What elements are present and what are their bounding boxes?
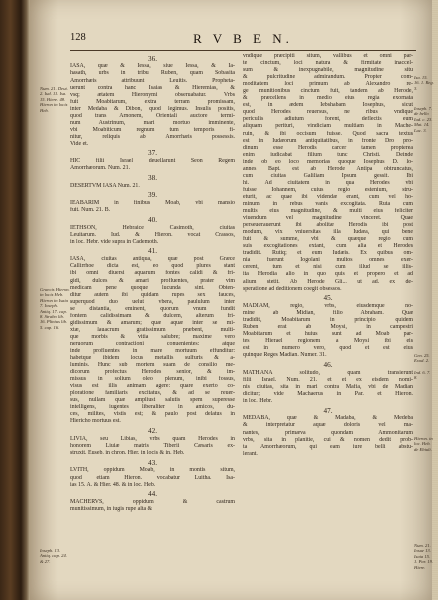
entry-number: 43.	[148, 458, 157, 467]
text-line: cum ciuitas Galiliam Ipsum gessit. Ibi	[243, 172, 413, 179]
text-line: periculis adiutum forent, deflectis eum	[243, 116, 413, 123]
text-line: munitissimum, in iugis rupe alta &	[70, 506, 153, 513]
text-line: filii Israel. Num. 21. et et ex eisdem nomi-	[243, 376, 413, 383]
text-line: perseuerauerunt ibi abolitæ Herodis ibi post	[243, 222, 413, 229]
text-line: mine ab Midian, filio Abraham. Quæ	[243, 310, 413, 317]
text-line: se distantia, eminent, quorum vnum fundit	[70, 305, 235, 312]
text-line: MEDABA, quæ & Madaba, & Medeba	[243, 415, 413, 422]
entry-number: 41.	[148, 247, 157, 256]
text-line: fontem calidissimam & dulcem, alterum fri-	[70, 312, 235, 319]
text-line: fuit & summe, vbi & quæque regio cum	[243, 236, 413, 243]
text-line: visus est illis animam agere: quare exerto co-	[70, 383, 235, 390]
entry-text	[70, 499, 235, 513]
text-line: Moabitarum et huius sunt ad Moab par-	[243, 331, 413, 338]
text-line: Callirrhoe dicta est, eo quod plures stant	[70, 263, 235, 270]
text-line: dinum esse Herodis carcer tamen propterea	[243, 144, 413, 151]
text-line: ita Herodia alio in quo quis et propero et ad	[243, 271, 413, 278]
entry-number: 38.	[148, 173, 157, 182]
text-line: hasath, urbs in tribu Ruben, quam Sobasita	[70, 70, 235, 77]
margin-note: Ioseph. 7. de bello Iud. c. 23. Mat. 14. Luc. 3.	[414, 106, 433, 133]
text-line: est in Iudæorum antiquitatibus, in fronte Dro pro-	[243, 137, 413, 144]
text-line: gidi, dulces & amari profluentes, prater vim	[70, 277, 235, 284]
text-line: est in numero vero, quod et est eius	[243, 345, 413, 352]
text-line: quod etiam Hieron. vocabatur Luitha. Isa-	[70, 474, 235, 481]
text-line: quod trans Arnonem, Orientali auctore termi-	[70, 112, 235, 119]
text-line: habetque ibidem locus metallis sulfuris & a-	[70, 355, 235, 362]
text-line: medicam pene quoque lucunda sint. Obten-	[70, 284, 235, 291]
text-line: viuendum vel magnitudine vinceret. Quae	[243, 215, 413, 222]
text-line: Leuitarum. Iud. & Hieron. vocat Crassos,	[70, 231, 235, 238]
text-line: Amorrhæis attribuunt Leuitis. Propheta-	[70, 77, 235, 84]
left-text-column	[70, 53, 235, 513]
text-line: IASA, ciuitas antiqua, quæ post Græce	[70, 256, 235, 263]
running-head: R V B E N.	[193, 31, 293, 46]
header-rule	[70, 50, 416, 51]
margin-note: Gen. 25. Exod. 2.	[414, 353, 430, 364]
entry-text	[70, 158, 235, 172]
entry-number: 39.	[148, 191, 157, 200]
text-line: inde ob eo loco memorias quoque Iosephus D. lo-	[243, 158, 413, 165]
margin-note: Ioseph. 13. Antiq. cap. 24. & 27.	[40, 548, 67, 564]
text-line: nia fuerunt Iogolani multos omnes exer-	[243, 257, 413, 264]
text-line: uerunt contra hanc Isaias & Hieremias, &	[70, 84, 235, 91]
text-line: IETHSON, Hebraice Casimoth, ciuitas	[70, 224, 235, 231]
text-line: moditatem loci primum ab Alexandro re-	[243, 81, 413, 88]
text-line: quinque Reges Madian. Numer. 31.	[243, 352, 327, 359]
text-line: Hiericho mortuus est.	[70, 418, 121, 425]
margin-note: Hieron. in loc. Heb. de Ebiuli.	[414, 436, 433, 452]
text-line: Vide et.	[70, 140, 89, 147]
entry-text	[70, 63, 235, 148]
text-line: IASA, quæ & Iessa, siue Iessa, & Ia-	[70, 63, 235, 70]
text-line: nantes, primæva quondam Ammonitarum	[243, 429, 413, 436]
page-number: 128	[70, 32, 86, 43]
text-line: inter Medaba & Dibon, quod legimus. Insulis positis,	[70, 105, 235, 112]
text-line: vsq; ætatem Hieronymi obseruabatur. Vrbs	[70, 91, 235, 98]
text-line: annes Bapt. est ab Herode Antipa obtruncatus,	[243, 165, 413, 172]
text-line: MADIAM, regio, vrbs, eiusdemque no-	[243, 303, 413, 309]
text-line: in loc. Hebr.	[243, 397, 273, 404]
text-line: tes Hierael regionem a Moysi ibi eis	[243, 338, 413, 345]
text-line: missus in solium oleo plenum, inibi fossus,	[70, 376, 235, 383]
text-line: & præcellens in medio eius regia exornata	[243, 95, 413, 102]
text-line: intelligens, iugentes liberaliter in amicos, du-	[70, 404, 235, 411]
text-line: ruin, & ibi occisum fuisse. Quod sacra textus	[243, 130, 413, 137]
text-line: & pulcritudine admirandum. Propter com-	[243, 74, 413, 81]
text-line: sum & inexpugnabile, magnitudine situ	[243, 67, 413, 74]
text-line: hi. Ad ciuitatem in qua Herodes vbi	[243, 179, 413, 186]
entry-number: 40.	[148, 215, 157, 224]
text-line: superquod duo uelut vbera, paululum inter	[70, 298, 235, 305]
margin-note: Num. 21. Deut. 2. Iud. 11. Isa. 15. Hiere. 48. Hieron in locis Heb.	[40, 86, 68, 113]
text-line: speratione ad deditionem coegit obsessos.	[243, 285, 342, 292]
text-line: MACHERVS, oppidum & castrum	[70, 499, 235, 505]
entry-text	[70, 200, 235, 214]
text-line: que morbis & vitia salubre; maxime vero	[70, 333, 235, 340]
text-line: struxit. Euseb. in chron. Hier. in locis & in. Heb.	[70, 450, 185, 456]
text-line: gidissimum & amarum; quæ aquæ inter se mi-	[70, 319, 235, 326]
entry-number: 46.	[323, 360, 333, 369]
text-line: Ruben erat ab Moysi, in campestri	[243, 324, 413, 331]
text-line: vndique præcipiti situm, vallibus et omni par-	[243, 53, 413, 59]
entry-text	[70, 436, 235, 457]
margin-note: Ind. 6. 7. 8.	[414, 370, 431, 381]
entry-number: 36.	[148, 54, 157, 63]
text-line: alium stetit. Ab Herode Gli... ut ad. ex de-	[243, 278, 413, 285]
text-line: eturit, ac quae ibi videndæ erant, cum vel ho-	[243, 193, 413, 200]
text-line: nitur, reliquis ab Amorrhæis possessis.	[70, 133, 235, 140]
text-line: vbi Moabiticum regnum tum temporis fi-	[70, 126, 235, 133]
entry-text	[243, 370, 413, 405]
text-line: neruorum contractioni conuenientes: atque	[70, 340, 235, 347]
text-line: quod Herodes reuersus, ne ribus vndique	[243, 109, 413, 116]
text-line: ibi omni diuersi aquarum fontes calidi & fri-	[70, 270, 235, 277]
text-line: enim iudicabat filium tunc Christi. Deinde	[243, 151, 413, 158]
text-line: ta Amorrhæorum, qui eam iure belli abstu-	[243, 443, 413, 450]
text-line: tradidit. Rutiq; et eum Iudæis. Ex quibus om-	[243, 250, 413, 257]
text-line: IEABARIM in finibus Moab, vbi mansio	[70, 200, 235, 207]
text-line: inde profluentes in mare mortuum effunditur:	[70, 347, 235, 354]
text-line: fuit. Num. 21. B.	[70, 207, 111, 214]
entry-text	[70, 225, 235, 246]
page-header	[70, 32, 416, 48]
text-line: ge munitionibus cinctum fuit, tandem ab Herode,	[243, 88, 413, 95]
entry-text	[70, 256, 235, 425]
text-line: Amorrhæorum. Num. 21.	[70, 165, 131, 172]
text-line: tradidit, Moabitarum in principio quidem	[243, 317, 413, 324]
right-text-column	[243, 53, 413, 458]
text-line: te cinctum, loci natura & firmitate inaccel-	[243, 60, 413, 67]
text-line: honorem Liuiæ matris Tiberii Cæsaris ex-	[70, 442, 235, 449]
entry-text	[70, 183, 235, 190]
margin-note: Num. 21. Iosue 13. Isaia 15. 1. Par. 19. Hiere.	[414, 543, 434, 570]
text-line: LIVIA, seu Libias, vrbs quam Herodes in	[70, 435, 235, 442]
entry-text	[243, 303, 413, 359]
text-line: MATHANA solitudo, quam transierunt	[243, 369, 413, 376]
entry-text	[70, 467, 235, 488]
text-line: in loc. Hebr. vide supra in Cademoth.	[70, 238, 159, 245]
text-line: dicitur; vide Machaerus in Par. et Hieron.	[243, 390, 413, 397]
text-line: DESERTVM IASA Num. 21.	[70, 182, 140, 189]
text-line: dicorum profectus Herodes senior, & im-	[70, 369, 235, 376]
text-line: suis excogitationes extant, cum alia et Herodes	[243, 243, 413, 250]
text-line: nis ciuitas, sita in mari contra Mafia, vbi de Madian	[243, 383, 413, 390]
text-line: LVITH, oppidum Moab, in montis situm,	[70, 467, 235, 474]
text-line: ploratione familiaris excitatus, & ad se reuer-	[70, 390, 235, 397]
text-line: ias 15. A. & Hier. 48. & in loc. Heb.	[70, 481, 156, 488]
entry-number: 37.	[148, 149, 157, 158]
text-line: aliquam perituri, vindiciam multiam in Mache-	[243, 123, 413, 130]
text-line: fuit Moabitarum, extra terram promissam,	[70, 98, 235, 105]
text-line: est, in ædem Iebshabam Iosephus, sicut	[243, 102, 413, 109]
text-line: ces, milites, vistis est; & paulo post delatus in	[70, 411, 235, 418]
text-line: xtæ, lauacrum gratissimum præbent, multi-	[70, 326, 235, 333]
text-line: vrbs, sita in planitie, cui & nomen dedit prob-	[243, 436, 413, 443]
text-line: & interpretatur aquæ doloris vel ma-	[243, 422, 413, 429]
entry-number: 44.	[148, 490, 157, 499]
text-line: sus, nullam quæ ampliust salutis spem superesse	[70, 397, 235, 404]
margin-note: Graecis Hieron. in locis Heb. Hieron in Isaia 7. Ioseph. Antiq. 17. cap. 8. Strabo lib. 16. Plinius lib. 5. cap. 16.	[40, 287, 70, 330]
book-spine	[0, 0, 30, 600]
text-line: luminis. Hunc sub mortem suam de consilio me-	[70, 362, 235, 369]
text-line: modum, vix vniuersitas illa Iudæa, qui bene	[243, 229, 413, 236]
text-line: minum in rebus vanis excogitata. Ruta cum	[243, 200, 413, 207]
text-line: HIC filii Israel deuellarunt Seon Regem	[70, 158, 235, 165]
text-line: cerent, tum et nisi cum illud se illis-	[243, 264, 413, 271]
entry-text	[243, 415, 413, 457]
text-line: multis eius magnitudine, & multi eius feliciter	[243, 208, 413, 215]
text-line: ditur autem ibi quidam rupes sex fauces,	[70, 291, 235, 298]
text-line: lerant.	[243, 450, 258, 457]
text-line: fuisse Iohannem, cuius regio estenium, stru-	[243, 186, 413, 193]
continued-entry-text	[243, 53, 413, 293]
entry-number: 47.	[323, 406, 333, 415]
entry-number: 42.	[148, 427, 157, 435]
entry-number: 45.	[323, 294, 333, 303]
text-line: num Austrinum, mari mortuo imminente,	[70, 119, 235, 126]
margin-note: Isa. 15. 16. 1. Reg. 3.	[414, 75, 434, 91]
